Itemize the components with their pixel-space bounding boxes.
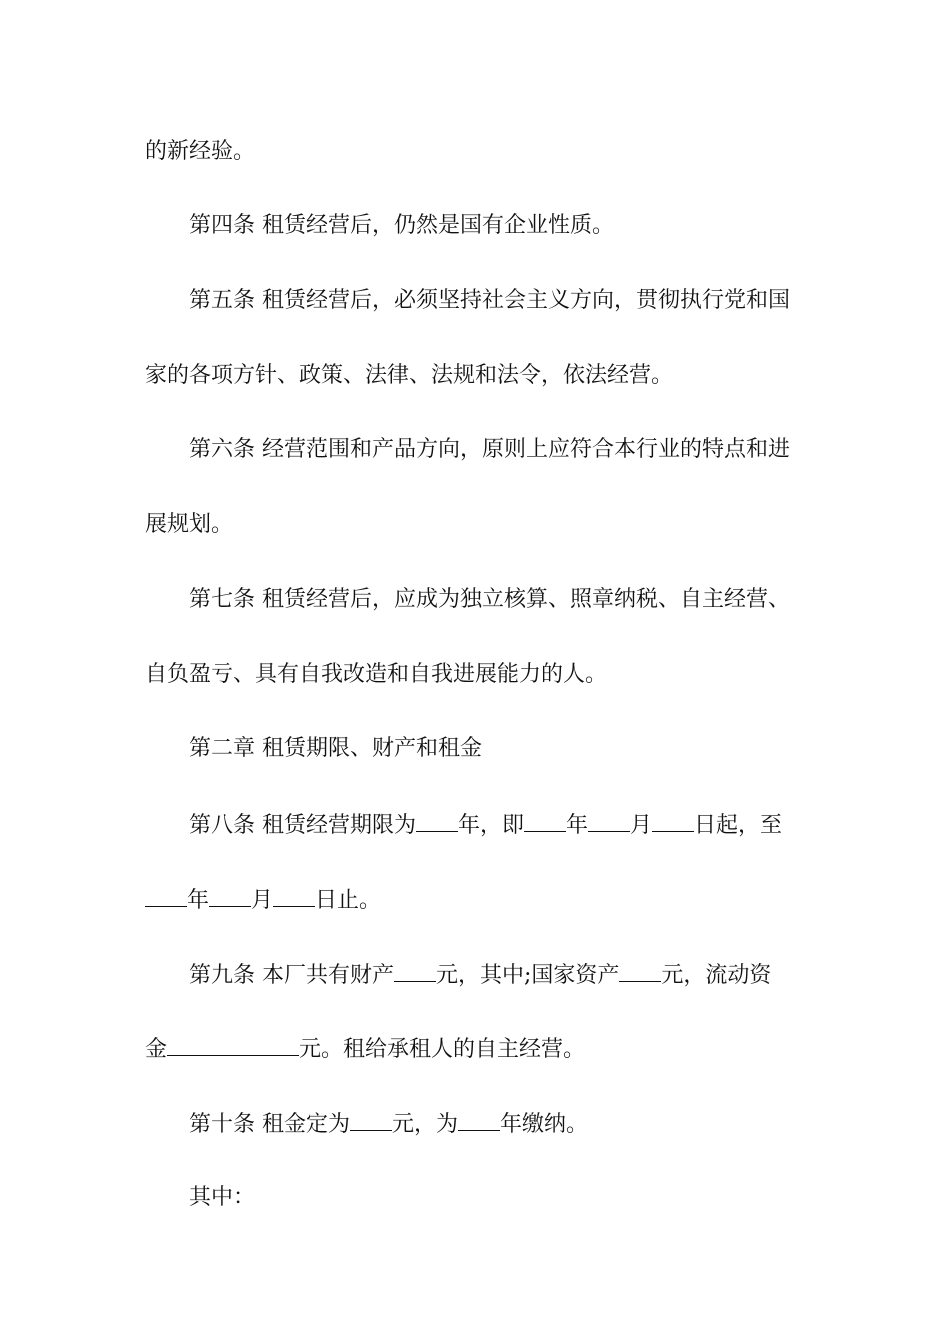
last-line: 其中：	[189, 1185, 256, 1210]
text-segment: 月	[251, 888, 274, 913]
text-segment: 日止。	[315, 888, 382, 913]
article-9-line-1	[189, 959, 810, 991]
text-segment: 元，流动资	[661, 963, 772, 988]
text-segment: 元，其中;国家资产	[436, 963, 620, 988]
article-7-line-2: 自负盈亏、具有自我改造和自我进展能力的人。	[145, 662, 608, 687]
fill-blank	[209, 884, 251, 907]
article-5-line-2: 家的各项方针、政策、法律、法规和法令，依法经营。	[145, 363, 674, 388]
chapter-2-heading: 第二章 租赁期限、财产和租金	[189, 736, 482, 761]
text-line: 的新经验。	[145, 139, 256, 164]
article-6-line-1: 第六条 经营范围和产品方向，原则上应符合本行业的特点和进	[189, 437, 790, 462]
fill-blank	[619, 959, 661, 982]
article-5-line-1: 第五条 租赁经营后，必须坚持社会主义方向，贯彻执行党和国	[189, 288, 790, 313]
fill-blank	[145, 884, 187, 907]
article-6-line-2: 展规划。	[145, 512, 234, 537]
text-segment: 年缴纳。	[500, 1112, 589, 1137]
text-segment: 第九条 本厂共有财产	[189, 963, 394, 988]
article-7-line-1: 第七条 租赁经营后，应成为独立核算、照章纳税、自主经营、	[189, 587, 790, 612]
text-segment: 日起，至	[694, 813, 783, 838]
text-segment: 月	[630, 813, 653, 838]
article-9-line-2	[145, 1033, 810, 1065]
text-segment: 年	[566, 813, 589, 838]
fill-blank	[524, 809, 566, 832]
fill-blank	[652, 809, 694, 832]
fill-blank	[458, 1108, 500, 1131]
article-8-line-2	[145, 884, 810, 916]
article-4: 第四条 租赁经营后，仍然是国有企业性质。	[189, 213, 614, 238]
fill-blank	[416, 809, 458, 832]
fill-blank	[350, 1108, 392, 1131]
fill-blank	[588, 809, 630, 832]
text-segment: 元，为	[392, 1112, 459, 1137]
fill-blank	[394, 959, 436, 982]
text-segment: 第八条 租赁经营期限为	[189, 813, 416, 838]
article-10	[189, 1108, 810, 1140]
text-segment: 金	[145, 1037, 168, 1062]
text-segment: 第十条 租金定为	[189, 1112, 350, 1137]
article-8-line-1	[189, 809, 810, 841]
fill-blank	[273, 884, 315, 907]
fill-blank	[167, 1033, 299, 1056]
text-segment: 年	[187, 888, 210, 913]
text-segment: 元。租给承租人的自主经营。	[299, 1037, 586, 1062]
text-segment: 年，即	[458, 813, 525, 838]
